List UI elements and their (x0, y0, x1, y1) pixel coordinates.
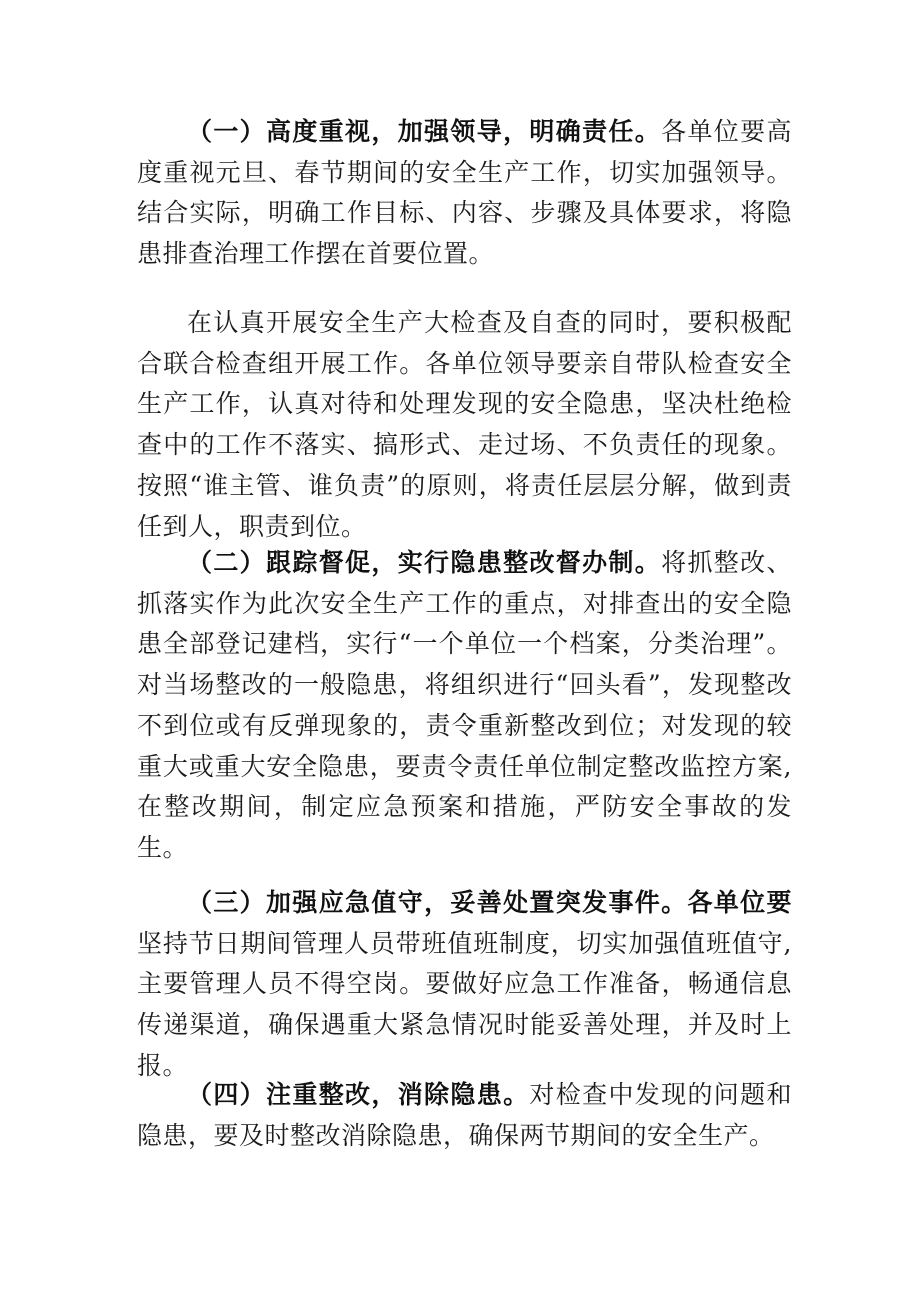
paragraph-4-heading: （三）加强应急值守，妥善处置突发事件。各单位要 (187, 888, 792, 917)
paragraph-5 (137, 1075, 792, 1156)
paragraph-1-heading: （一）高度重视，加强领导，明确责任。 (187, 117, 662, 146)
paragraph-3-heading: （二）跟踪督促，实行隐患整改督办制。 (187, 548, 662, 577)
paragraph-3-body: 将抓整改、抓落实作为此次安全生产工作的重点，对排查出的安全隐患全部登记建档，实行“一个单位一个档案，分类治理”。对当场整改的一般隐患，将组织进行“回头看”，发现整改不到位或有反弹现象的，责令重新整改到位；对发现的较重大或重大安全隐患，要责令责任单位制定整改监控方案,在整改期间，制定应急预案和措施，严防安全事故的发生。 (137, 548, 792, 862)
paragraph-2 (137, 303, 792, 547)
paragraph-3 (137, 543, 792, 869)
paragraph-4-body: 坚持节日期间管理人员带班值班制度，切实加强值班值守,主要管理人员不得空岗。要做好应急工作准备，畅通信息传递渠道，确保遇重大紧急情况时能妥善处理，并及时上报。 (137, 928, 792, 1080)
paragraph-1-body: 各单位要高度重视元旦、春节期间的安全生产工作，切实加强领导。结合实际，明确工作目标、内容、步骤及具体要求，将隐患排查治理工作摆在首要位置。 (137, 117, 792, 269)
paragraph-4 (137, 883, 792, 1087)
paragraph-1 (137, 112, 792, 275)
paragraph-5-body: 对检查中发现的问题和隐患，要及时整改消除隐患，确保两节期间的安全生产。 (137, 1080, 792, 1150)
paragraph-5-heading: （四）注重整改，消除隐患。 (187, 1080, 530, 1109)
paragraph-2-body: 在认真开展安全生产大检查及自查的同时，要积极配合联合检查组开展工作。各单位领导要亲自带队检查安全生产工作，认真对待和处理发现的安全隐患，坚决杜绝检查中的工作不落实、搞形式、走过场、不负责任的现象。按照“谁主管、谁负责”的原则，将责任层层分解，做到责任到人，职责到位。 (137, 308, 792, 541)
